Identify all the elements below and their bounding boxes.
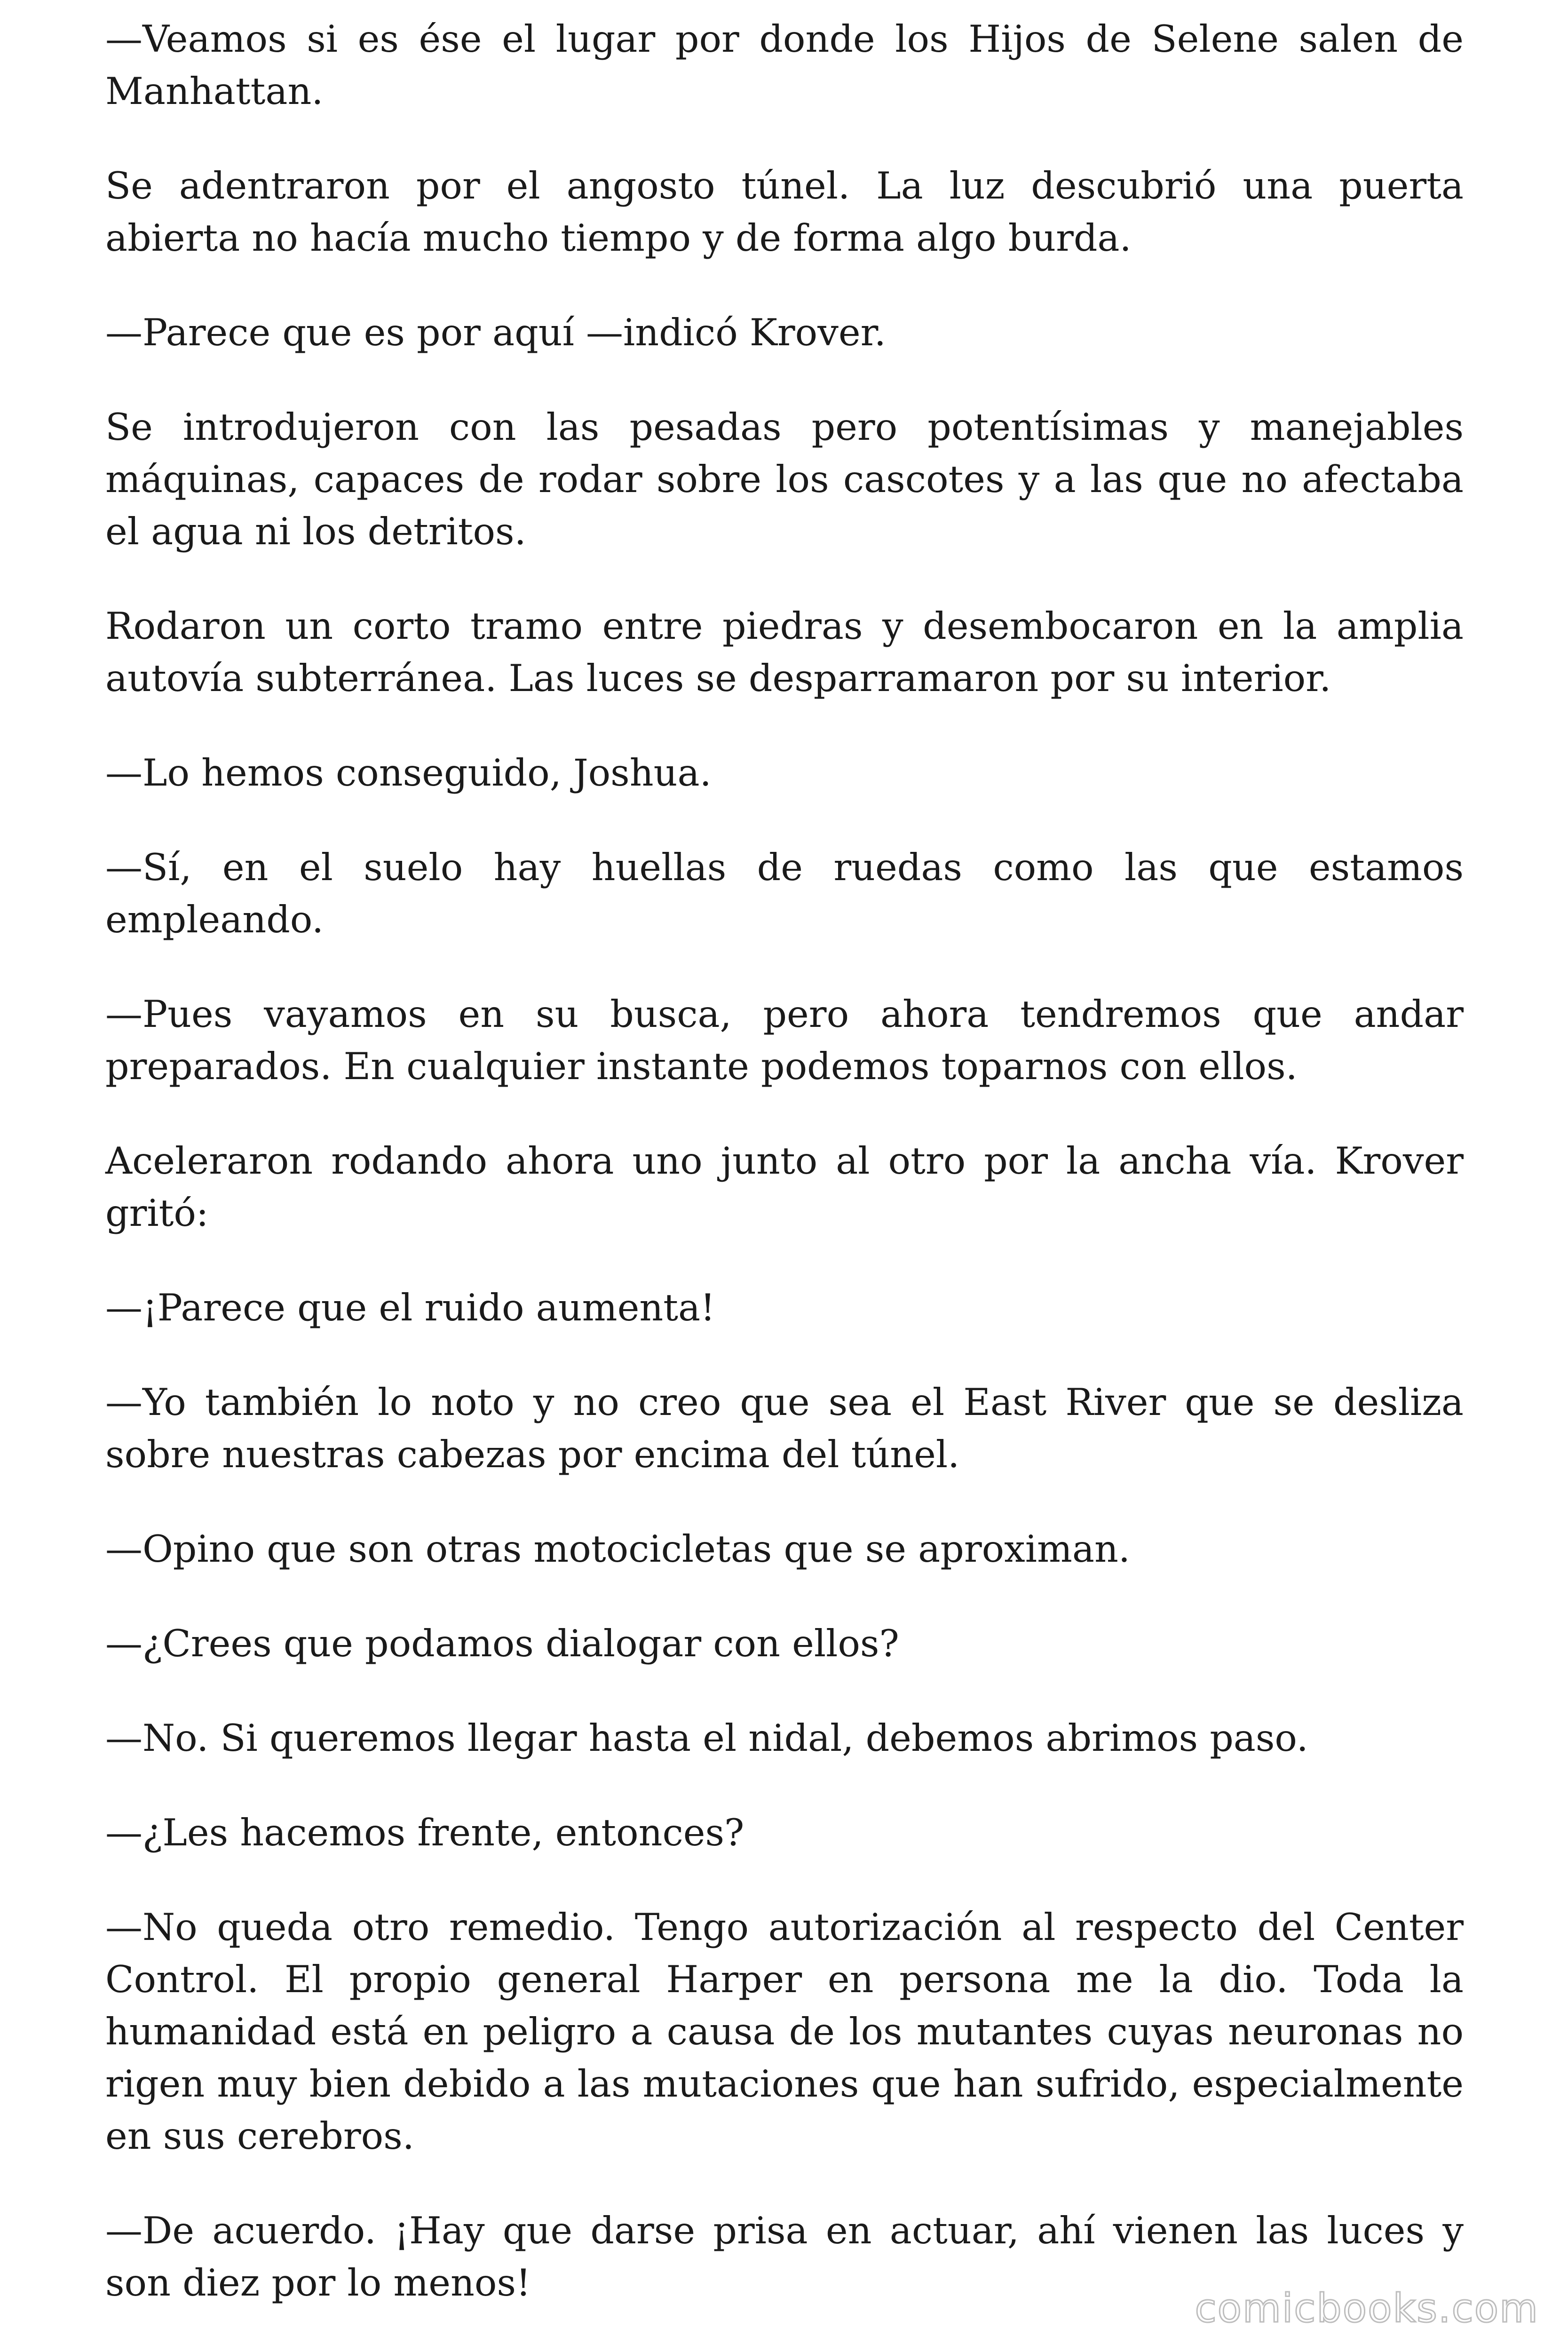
paragraph-10: —¡Parece que el ruido aumenta! bbox=[105, 1286, 715, 1329]
paragraph-9: Aceleraron rodando ahora uno junto al otro por la ancha vía. Krover gritó: bbox=[105, 1139, 1464, 1235]
paragraph-8: —Pues vayamos en su busca, pero ahora tendremos que andar preparados. En cualquier instante podemos toparnos con ellos. bbox=[105, 993, 1464, 1088]
paragraph-15: —¿Les hacemos frente, entonces? bbox=[105, 1811, 744, 1854]
paragraph-12: —Opino que son otras motocicletas que se aproximan. bbox=[105, 1527, 1130, 1571]
page-text bbox=[105, 13, 1464, 2352]
paragraph-6: —Lo hemos conseguido, Joshua. bbox=[105, 751, 712, 795]
watermark: comicbooks.com bbox=[1195, 2285, 1539, 2331]
paragraph-11: —Yo también lo noto y no creo que sea el East River que se desliza sobre nuestras cabezas por encima del túnel. bbox=[105, 1381, 1464, 1476]
paragraph-2: Se adentraron por el angosto túnel. La luz descubrió una puerta abierta no hacía mucho tiempo y de forma algo burda. bbox=[105, 164, 1464, 260]
paragraph-14: —No. Si queremos llegar hasta el nidal, debemos abrimos paso. bbox=[105, 1716, 1308, 1760]
paragraph-16: —No queda otro remedio. Tengo autorización al respecto del Center Control. El propio general Harper en persona me la dio. Toda la humanidad está en peligro a causa de los mutantes cuyas neuronas no rigen muy bien debido a las mutaciones que han sufrido, especialmente en sus cerebros. bbox=[105, 1906, 1464, 2158]
paragraph-5: Rodaron un corto tramo entre piedras y desembocaron en la amplia autovía subterránea. Las luces se desparramaron por su interior. bbox=[105, 604, 1464, 700]
paragraph-1: —Veamos si es ése el lugar por donde los Hijos de Selene salen de Manhattan. bbox=[105, 17, 1464, 113]
paragraph-7: —Sí, en el suelo hay huellas de ruedas como las que estamos empleando. bbox=[105, 846, 1464, 941]
paragraph-4: Se introdujeron con las pesadas pero potentísimas y manejables máquinas, capaces de rodar sobre los cascotes y a las que no afectaba el agua ni los detritos. bbox=[105, 405, 1464, 553]
paragraph-17: —De acuerdo. ¡Hay que darse prisa en actuar, ahí vienen las luces y son diez por lo menos! bbox=[105, 2209, 1464, 2304]
paragraph-13: —¿Crees que podamos dialogar con ellos? bbox=[105, 1622, 899, 1665]
paragraph-3: —Parece que es por aquí —indicó Krover. bbox=[105, 311, 886, 354]
